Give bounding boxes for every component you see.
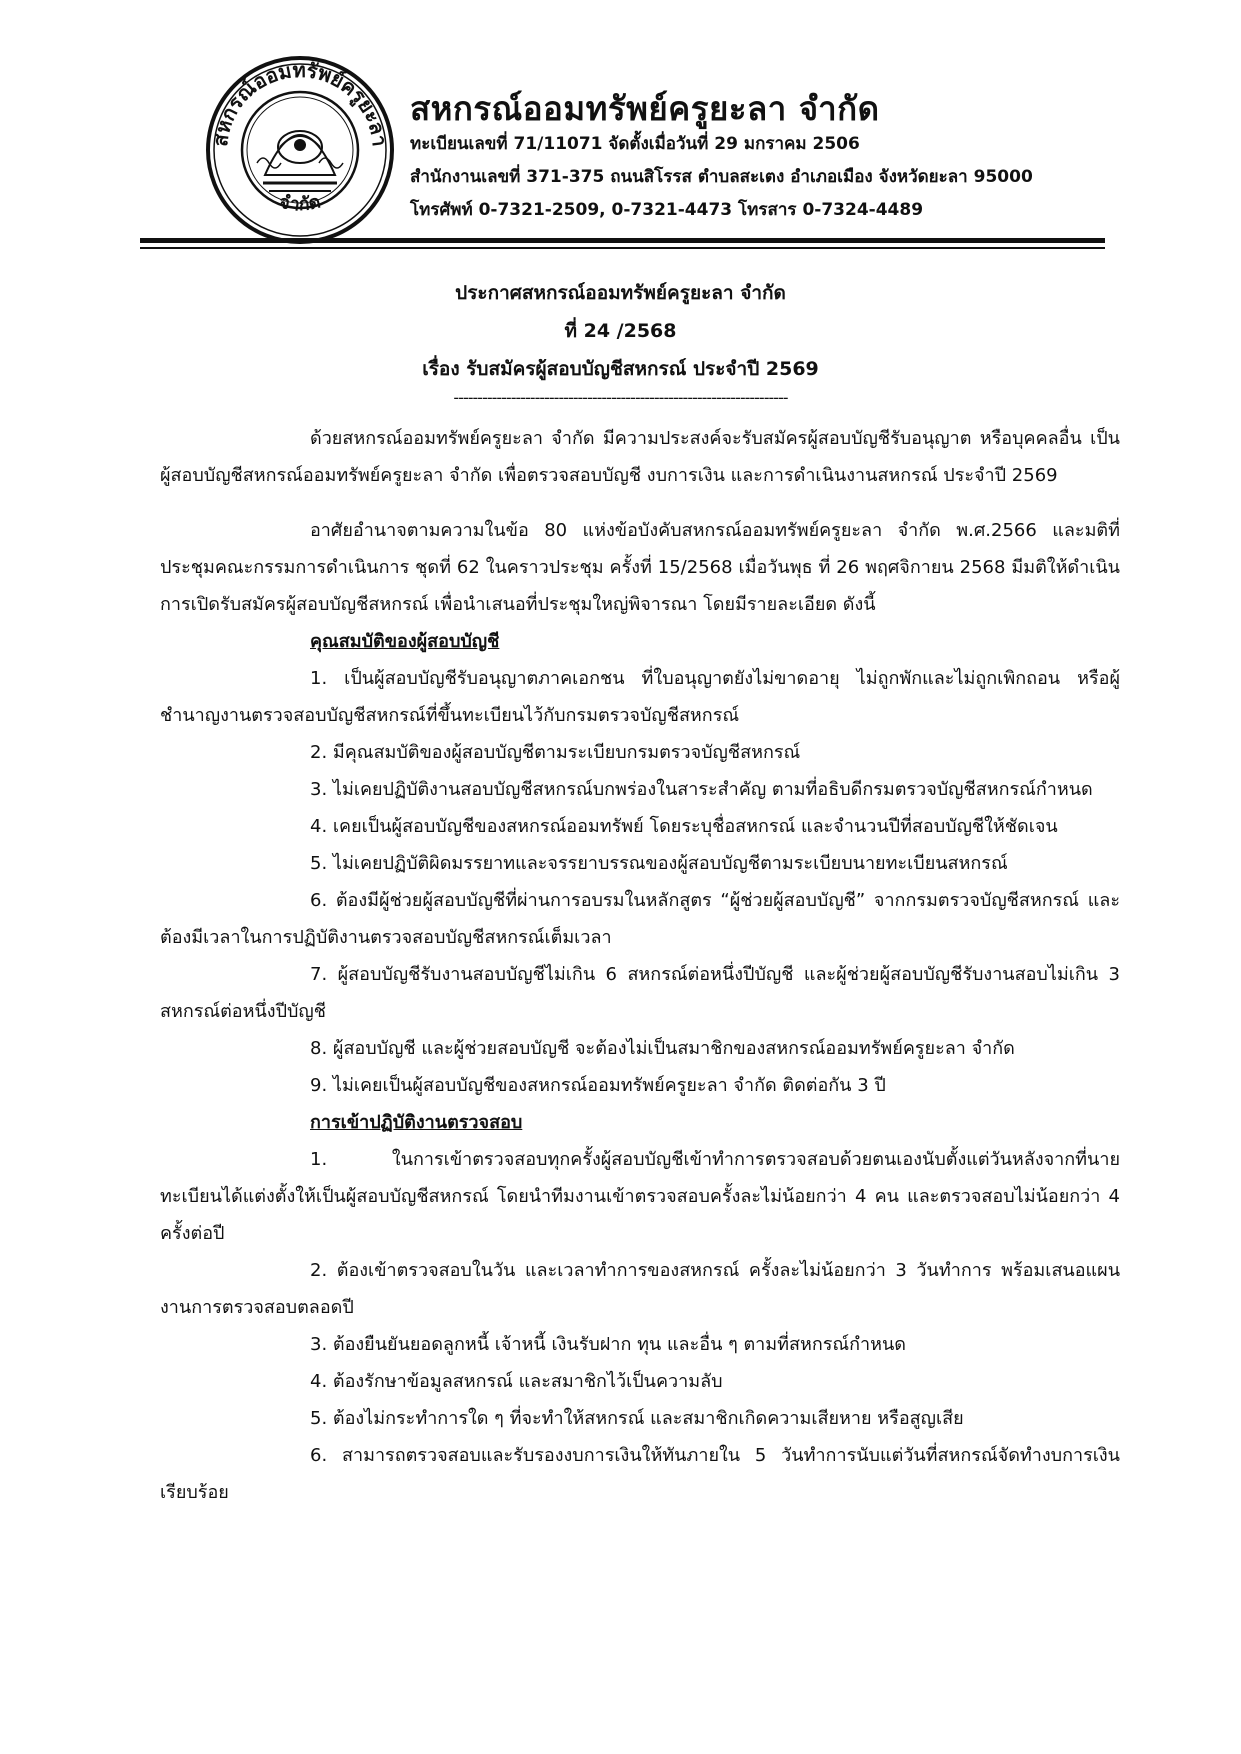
header-rule-thick (140, 238, 1105, 243)
registration-line: ทะเบียนเลขที่ 71/11071 จัดตั้งเมื่อวันที่ 29 มกราคม 2506 (410, 134, 860, 154)
announcement-subject: เรื่อง รับสมัครผู้สอบบัญชีสหกรณ์ ประจำปี 2569 (422, 358, 819, 380)
audit-practice-item: 2. ต้องเข้าตรวจสอบในวัน และเวลาทำการของสหกรณ์ ครั้งละไม่น้อยกว่า 3 วันทำการ พร้อมเสนอแผนงานการตรวจสอบตลอดปี (160, 1260, 1120, 1318)
intro-paragraph: ด้วยสหกรณ์ออมทรัพย์ครูยะลา จำกัด มีความประสงค์จะรับสมัครผู้สอบบัญชีรับอนุญาต หรือบุคคลอื่น เป็นผู้สอบบัญชีสหกรณ์ออมทรัพย์ครูยะลา จำกัด เพื่อตรวจสอบบัญชี งบการเงิน และการดำเนินงานสหกรณ์ ประจำปี 2569 (160, 428, 1120, 486)
authority-paragraph: อาศัยอำนาจตามความในข้อ 80 แห่งข้อบังคับสหกรณ์ออมทรัพย์ครูยะลา จำกัด พ.ศ.2566 และมติที่ประชุมคณะกรรมการดำเนินการ ชุดที่ 62 ในคราวประชุม ครั้งที่ 15/2568 เมื่อวันพุธ ที่ 26 พฤศจิกายน 2568 มีมติให้ดำเนินการเปิดรับสมัครผู้สอบบัญชีสหกรณ์ เพื่อนำเสนอที่ประชุมใหญ่พิจารณา โดยมีรายละเอียด ดังนี้ (160, 520, 1120, 615)
organization-name: สหกรณ์ออมทรัพย์ครูยะลา จำกัด (410, 89, 880, 128)
audit-practice-item: 3. ต้องยืนยันยอดลูกหนี้ เจ้าหนี้ เงินรับฝาก ทุน และอื่น ๆ ตามที่สหกรณ์กำหนด (310, 1334, 906, 1355)
qualification-item: 8. ผู้สอบบัญชี และผู้ช่วยสอบบัญชี จะต้องไม่เป็นสมาชิกของสหกรณ์ออมทรัพย์ครูยะลา จำกัด (310, 1038, 1015, 1059)
seal-ring-text-top: สหกรณ์ออมทรัพย์ครูยะลา (207, 57, 393, 148)
qualification-item: 2. มีคุณสมบัติของผู้สอบบัญชีตามระเบียบกรมตรวจบัญชีสหกรณ์ (310, 742, 801, 763)
qualification-item: 4. เคยเป็นผู้สอบบัญชีของสหกรณ์ออมทรัพย์ โดยระบุชื่อสหกรณ์ และจำนวนปีที่สอบบัญชีให้ชัดเจน (310, 816, 1058, 837)
svg-text:จำกัด (278, 191, 323, 215)
qualification-item: 1. เป็นผู้สอบบัญชีรับอนุญาตภาคเอกชน ที่ใบอนุญาตยังไม่ขาดอายุ ไม่ถูกพักและไม่ถูกเพิกถอน หรือผู้ชำนาญงานตรวจสอบบัญชีสหกรณ์ที่ขึ้นทะเบียนไว้กับกรมตรวจบัญชีสหกรณ์ (160, 668, 1120, 726)
announcement-separator: ---------------------------------------------------------------------- (453, 388, 788, 407)
cooperative-seal-logo (205, 55, 395, 245)
audit-practice-item: 1. ในการเข้าตรวจสอบทุกครั้งผู้สอบบัญชีเข้าทำการตรวจสอบด้วยตนเองนับตั้งแต่วันหลังจากที่นายทะเบียนได้แต่งตั้งให้เป็นผู้สอบบัญชีสหกรณ์ โดยนำทีมงานเข้าตรวจสอบครั้งละไม่น้อยกว่า 4 คน และตรวจสอบไม่น้อยกว่า 4 ครั้งต่อปี (160, 1149, 1120, 1244)
qualification-item: 9. ไม่เคยเป็นผู้สอบบัญชีของสหกรณ์ออมทรัพย์ครูยะลา จำกัด ติดต่อกัน 3 ปี (310, 1075, 886, 1096)
section-heading-qualifications: คุณสมบัติของผู้สอบบัญชี (310, 631, 500, 652)
qualification-item: 6. ต้องมีผู้ช่วยผู้สอบบัญชีที่ผ่านการอบรมในหลักสูตร “ผู้ช่วยผู้สอบบัญชี” จากกรมตรวจบัญชีสหกรณ์ และต้องมีเวลาในการปฏิบัติงานตรวจสอบบัญชีสหกรณ์เต็มเวลา (160, 890, 1120, 948)
contact-line: โทรศัพท์ 0-7321-2509, 0-7321-4473 โทรสาร 0-7324-4489 (410, 200, 924, 220)
qualification-item: 5. ไม่เคยปฏิบัติผิดมรรยาทและจรรยาบรรณของผู้สอบบัญชีตามระเบียบนายทะเบียนสหกรณ์ (310, 853, 1008, 874)
address-line: สำนักงานเลขที่ 371-375 ถนนสิโรรส ตำบลสะเตง อำเภอเมือง จังหวัดยะลา 95000 (410, 167, 1033, 187)
audit-practice-item: 4. ต้องรักษาข้อมูลสหกรณ์ และสมาชิกไว้เป็นความลับ (310, 1371, 723, 1392)
section-heading-audit-practice: การเข้าปฏิบัติงานตรวจสอบ (310, 1112, 523, 1133)
announcement-number: ที่ 24 /2568 (564, 320, 677, 342)
qualification-item: 3. ไม่เคยปฏิบัติงานสอบบัญชีสหกรณ์บกพร่องในสาระสำคัญ ตามที่อธิบดีกรมตรวจบัญชีสหกรณ์กำหนด (310, 779, 1093, 800)
announcement-title: ประกาศสหกรณ์ออมทรัพย์ครูยะลา จำกัด (455, 282, 786, 304)
audit-practice-item: 6. สามารถตรวจสอบและรับรองงบการเงินให้ทันภายใน 5 วันทำการนับแต่วันที่สหกรณ์จัดทำงบการเงินเรียบร้อย (160, 1445, 1120, 1503)
header-rule-thin (140, 247, 1105, 249)
seal-ring-text-bottom: จำกัด (277, 191, 323, 216)
document-body (160, 420, 1120, 1511)
qualification-item: 7. ผู้สอบบัญชีรับงานสอบบัญชีไม่เกิน 6 สหกรณ์ต่อหนึ่งปีบัญชี และผู้ช่วยผู้สอบบัญชีรับงานสอบไม่เกิน 3 สหกรณ์ต่อหนึ่งปีบัญชี (160, 964, 1120, 1022)
audit-practice-item: 5. ต้องไม่กระทำการใด ๆ ที่จะทำให้สหกรณ์ และสมาชิกเกิดความเสียหาย หรือสูญเสีย (310, 1408, 964, 1429)
